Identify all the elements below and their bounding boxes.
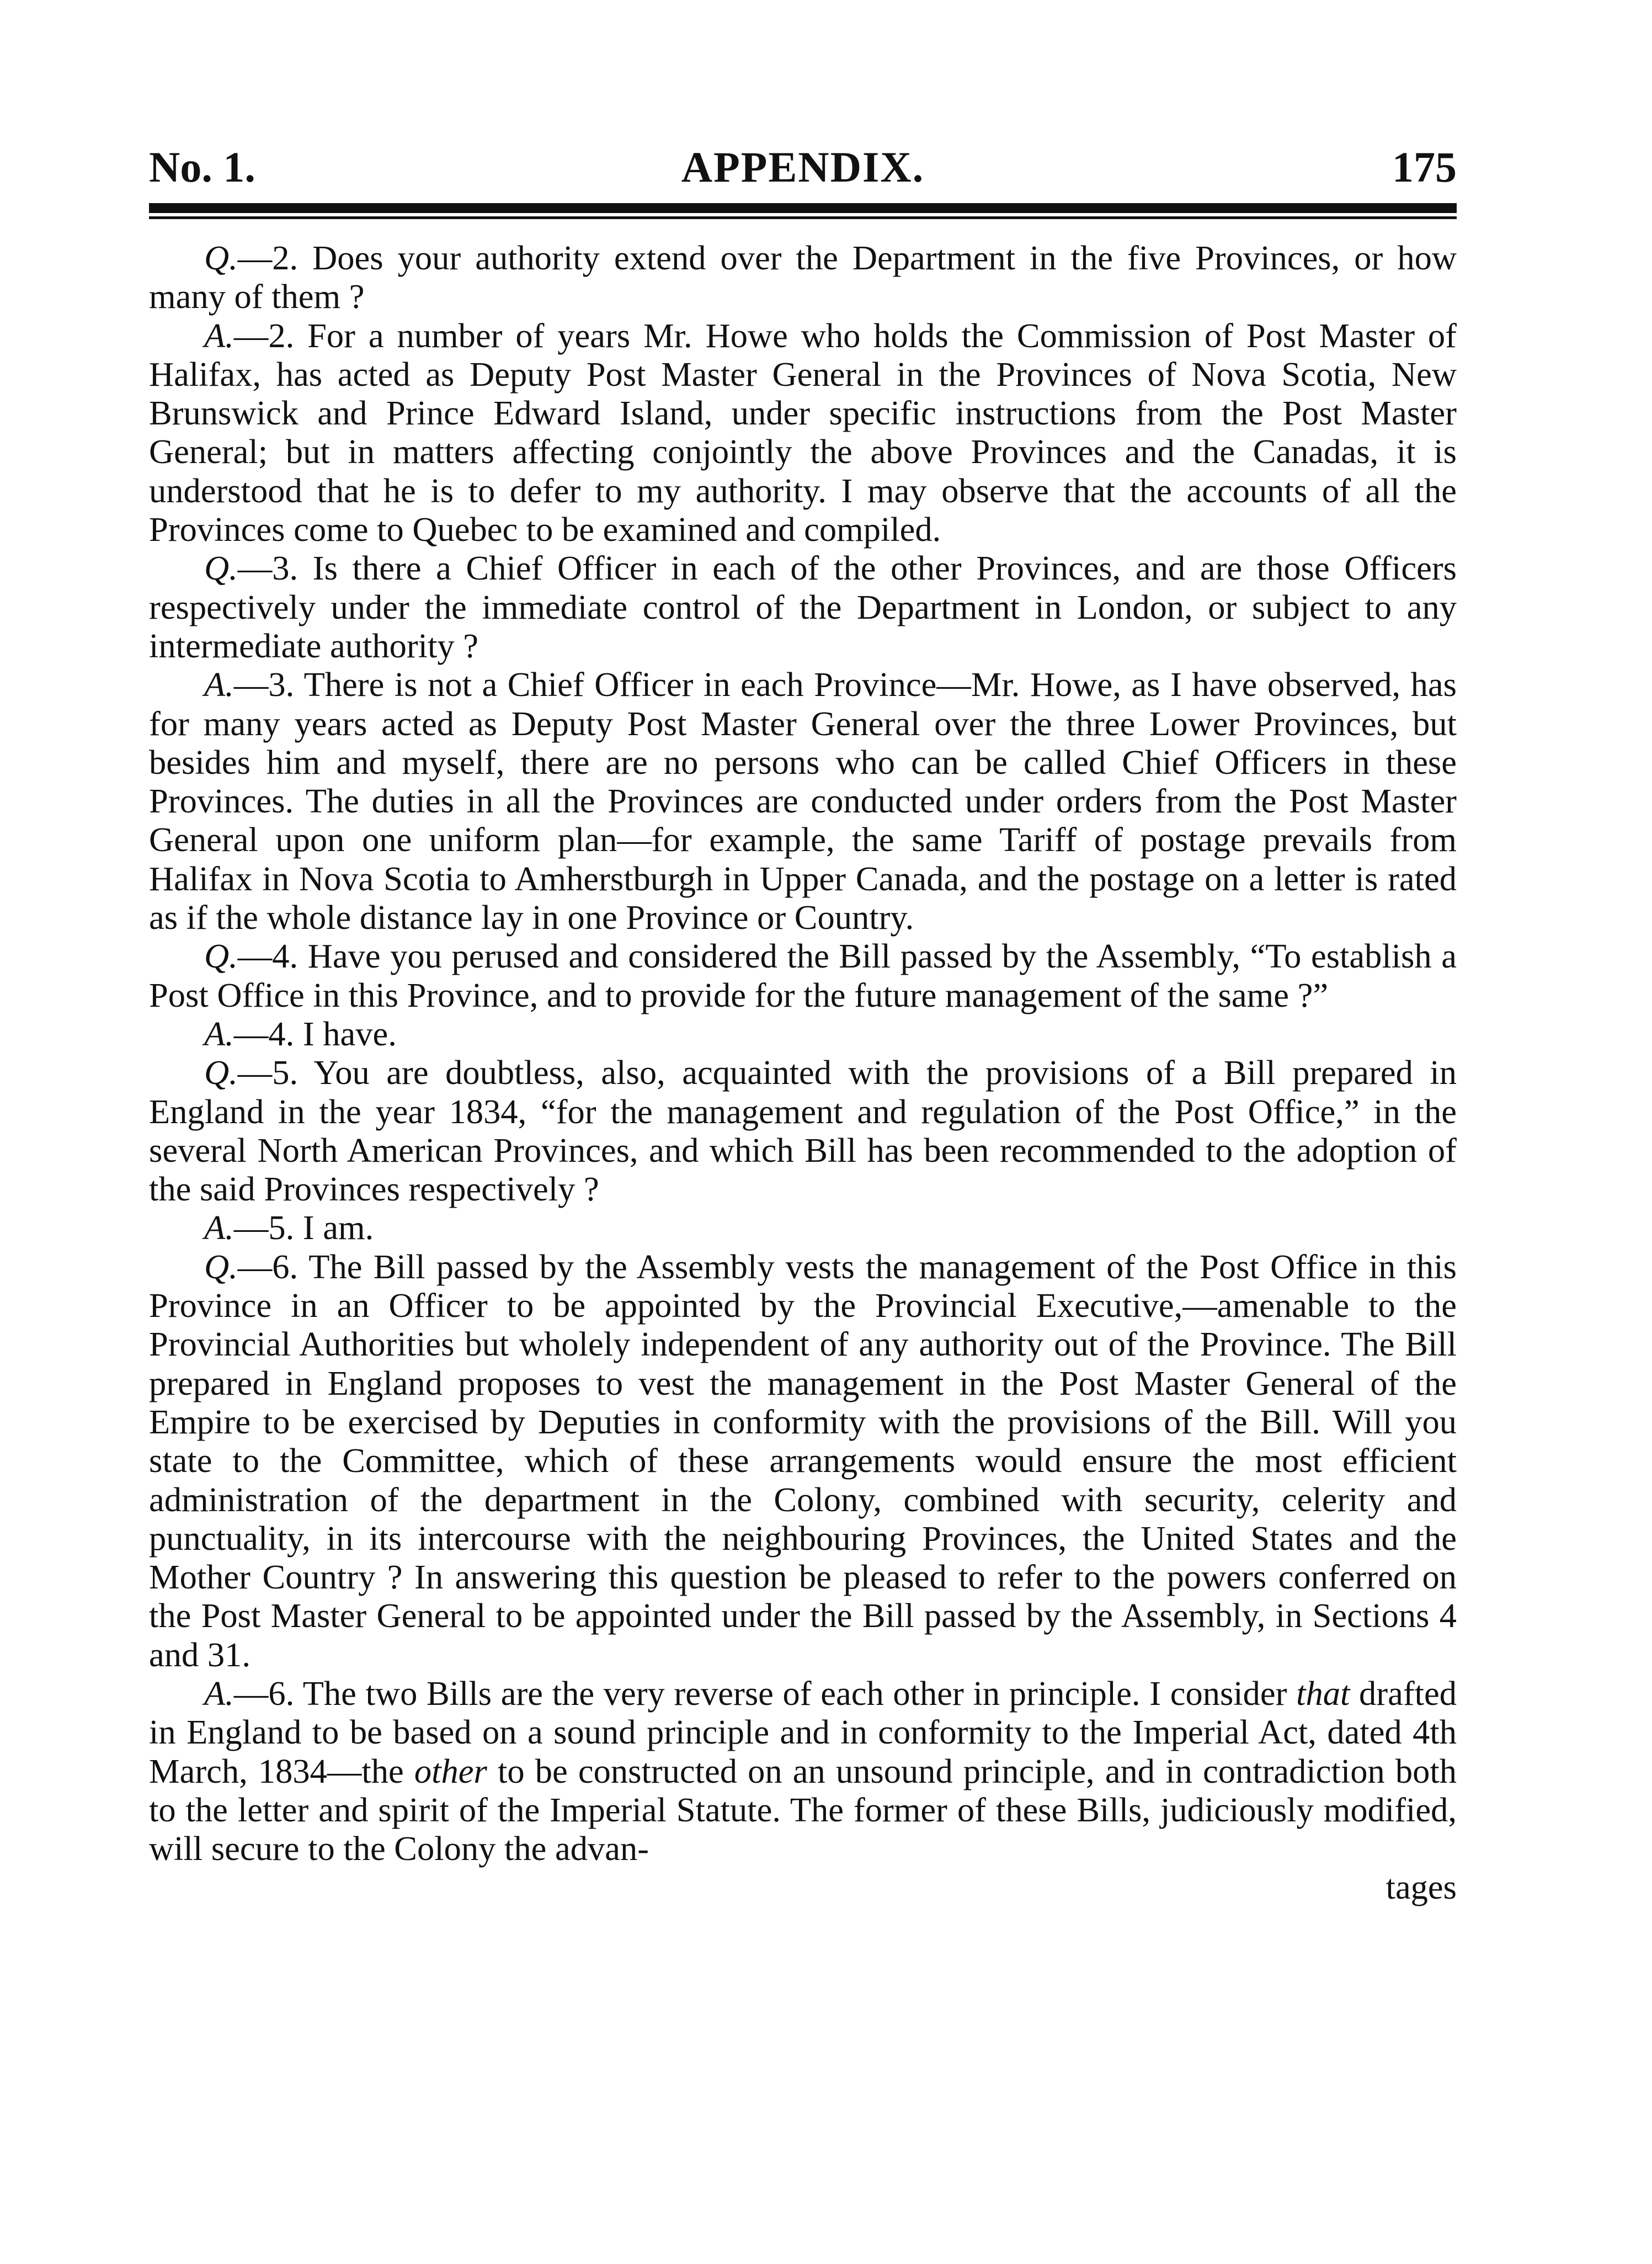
header-rule-thick <box>149 203 1457 213</box>
running-header <box>149 142 1457 209</box>
body-text <box>149 238 1457 1907</box>
header-rule-thin <box>149 216 1457 219</box>
page-title: APPENDIX. <box>681 143 925 191</box>
question-6: Q.—6. The Bill passed by the Assembly vests the management of the Post Office in this Province in an Officer to be appointed by the Provincial Executive,—amenable to the Provincial Authorities but wholely independent of any authority out of the Province. The Bill prepared in England proposes to vest the management in the Post Master General of the Empire to be exercised by Deputies in conformity with the provisions of the Bill. Will you state to the Committee, which of these arrangements would ensure the most efficient administration of the department in the Colony, combined with security, celerity and punctuality, in its intercourse with the neighbouring Provinces, the United States and the Mother Country ? In answering this question be pleased to refer to the powers conferred on the Post Master General to be appointed under the Bill passed by the Assembly, in Sections 4 and 31. <box>149 1247 1457 1674</box>
question-2: Q.—2. Does your authority extend over the Department in the five Provinces, or how many of them ? <box>149 238 1457 316</box>
answer-3: A.—3. There is not a Chief Officer in each Province—Mr. Howe, as I have observed, has for many years acted as Deputy Post Master General over the three Lower Provinces, but besides him and myself, there are no persons who can be called Chief Officers in these Provinces. The duties in all the Provinces are conducted under orders from the Post Master General upon one uniform plan—for example, the same Tariff of postage prevails from Halifax in Nova Scotia to Amherstburgh in Upper Canada, and the postage on a letter is rated as if the whole distance lay in one Province or Country. <box>149 665 1457 937</box>
question-4: Q.—4. Have you perused and considered the Bill passed by the Assembly, “To establish a Post Office in this Province, and to provide for the future management of the same ?” <box>149 937 1457 1014</box>
page-number: 175 <box>1392 143 1457 191</box>
catchword: tages <box>1385 1868 1457 1907</box>
question-3: Q.—3. Is there a Chief Officer in each of the other Provinces, and are those Officers respectively under the immediate control of the Department in London, or subject to any intermediate authority ? <box>149 549 1457 665</box>
answer-5: A.—5. I am. <box>204 1208 374 1247</box>
answer-6: A.—6. The two Bills are the very reverse of each other in principle. I consider that drafted in England to be based on a sound principle and in conformity to the Imperial Act, dated 4th March, 1834—the other to be constructed on an unsound principle, and in contradiction both to the letter and spirit of the Imperial Statute. The former of these Bills, judiciously modified, will secure to the Colony the advan- <box>149 1673 1457 1868</box>
answer-2: A.—2. For a number of years Mr. Howe who holds the Commission of Post Master of Halifax, has acted as Deputy Post Master General in the Provinces of Nova Scotia, New Brunswick and Prince Edward Island, under specific instructions from the Post Master General; but in matters affecting conjointly the above Provinces and the Canadas, it is understood that he is to defer to my authority. I may observe that the accounts of all the Provinces come to Quebec to be examined and compiled. <box>149 316 1457 549</box>
question-5: Q.—5. You are doubtless, also, acquainted with the provisions of a Bill prepared in England in the year 1834, “for the management and regulation of the Post Office,” in the several North American Provinces, and which Bill has been recommended to the adoption of the said Provinces respectively ? <box>149 1053 1457 1209</box>
answer-4: A.—4. I have. <box>204 1014 397 1053</box>
section-number: No. 1. <box>149 143 255 191</box>
